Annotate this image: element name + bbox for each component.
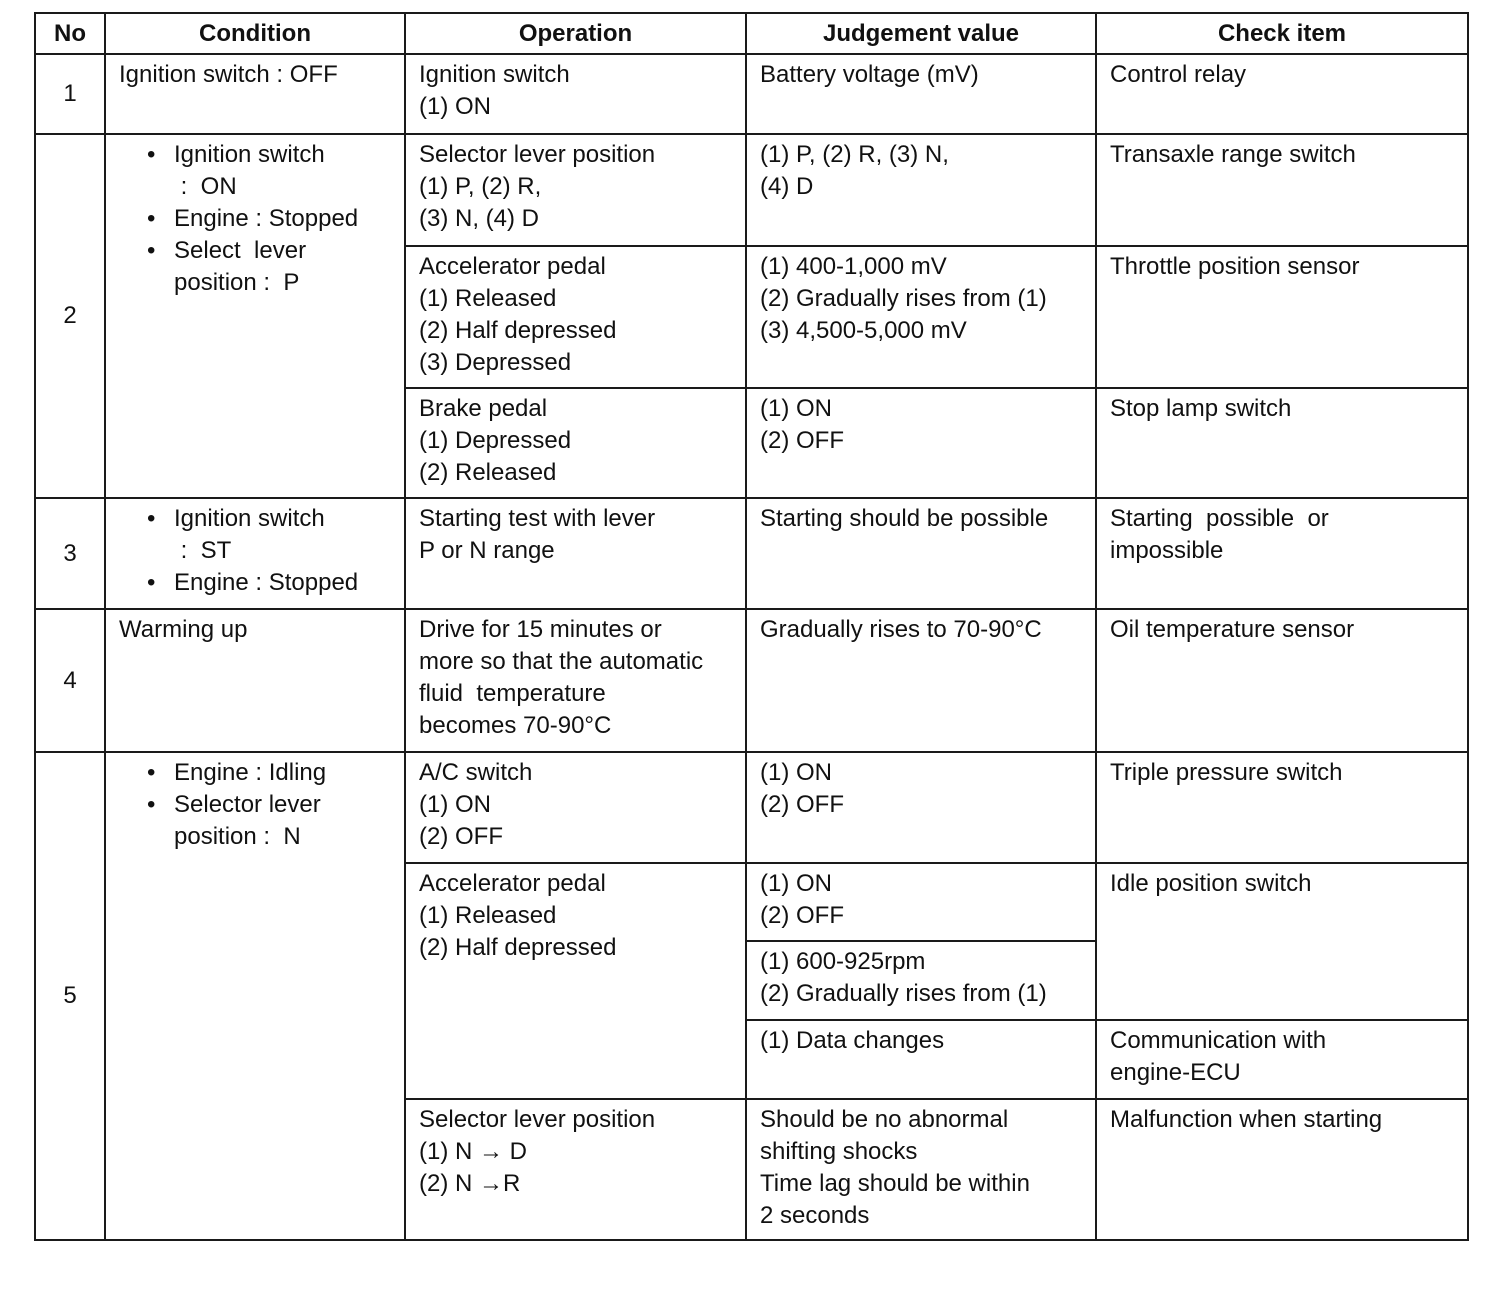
table-row	[35, 134, 1468, 246]
cell-line: (1) P, (2) R, (3) N,	[760, 141, 949, 168]
cell-line: A/C switch	[419, 759, 533, 786]
cell-line: (1) Data changes	[760, 1027, 945, 1054]
operation-cell	[405, 1099, 746, 1240]
condition-text: Warming up	[119, 616, 248, 643]
inspection-table	[34, 12, 1469, 1241]
cell-line: impossible	[1110, 537, 1224, 564]
cell-line: (2) Gradually rises from (1)	[760, 285, 1047, 312]
cell-line: 2 seconds	[760, 1202, 870, 1229]
cell-line: (2) OFF	[760, 902, 844, 929]
cell-line: (1) ON	[419, 791, 491, 818]
cell-line: Idle position switch	[1110, 870, 1312, 897]
condition-cell	[105, 752, 405, 1240]
check-item-cell	[1096, 388, 1468, 498]
cell-line: Drive for 15 minutes or	[419, 616, 662, 643]
table-row	[35, 752, 1468, 863]
header-condition: Condition	[105, 13, 405, 54]
cell-line: (2) OFF	[760, 427, 844, 454]
check-item-cell	[1096, 863, 1468, 1020]
header-row	[35, 13, 1468, 54]
operation-cell	[405, 752, 746, 863]
condition-list	[119, 503, 396, 599]
cell-line: Should be no abnormal	[760, 1106, 1009, 1133]
judgement-cell	[746, 1099, 1096, 1240]
cell-line: (1) N → D	[419, 1138, 527, 1165]
cell-line: Battery voltage (mV)	[760, 61, 979, 88]
operation-cell	[405, 134, 746, 246]
operation-cell	[405, 388, 746, 498]
cell-line: Ignition switch	[419, 61, 570, 88]
cell-line: Throttle position sensor	[1110, 253, 1360, 280]
judgement-cell	[746, 134, 1096, 246]
table-row	[35, 498, 1468, 609]
operation-cell	[405, 246, 746, 388]
cell-line: engine-ECU	[1110, 1059, 1241, 1086]
cell-line: P or N range	[419, 537, 555, 564]
cell-line: (1) ON	[760, 395, 832, 422]
cell-line: (2) Half depressed	[419, 934, 617, 961]
cell-line: (1) Released	[419, 902, 557, 929]
condition-text: Ignition switch : OFF	[119, 61, 338, 88]
check-item-cell	[1096, 498, 1468, 609]
condition-cell	[105, 498, 405, 609]
check-item-cell	[1096, 134, 1468, 246]
cell-line: Triple pressure switch	[1110, 759, 1343, 786]
cell-line: Oil temperature sensor	[1110, 616, 1355, 643]
judgement-cell	[746, 54, 1096, 134]
judgement-cell	[746, 1020, 1096, 1099]
cell-line: Accelerator pedal	[419, 870, 606, 897]
cell-line: (1) Released	[419, 285, 557, 312]
judgement-cell	[746, 498, 1096, 609]
check-item-cell	[1096, 1099, 1468, 1240]
check-item-cell	[1096, 246, 1468, 388]
cell-line: (1) ON	[760, 870, 832, 897]
cell-line: (3) 4,500-5,000 mV	[760, 317, 967, 344]
cell-line: more so that the automatic	[419, 648, 704, 675]
cell-line: (2) Half depressed	[419, 317, 617, 344]
row-number: 1	[35, 54, 105, 134]
cell-line: (2) Gradually rises from (1)	[760, 980, 1047, 1007]
check-item-cell	[1096, 752, 1468, 863]
cell-line: (1) ON	[419, 93, 491, 120]
judgement-cell	[746, 246, 1096, 388]
operation-cell	[405, 498, 746, 609]
row-number: 4	[35, 609, 105, 752]
cell-line: (2) OFF	[419, 823, 503, 850]
table-row	[35, 54, 1468, 134]
cell-line: Gradually rises to 70-90°C	[760, 616, 1042, 643]
condition-bullet: • Ignition switch : ON	[174, 139, 396, 203]
cell-line: (2) Released	[419, 459, 557, 486]
cell-line: (1) Depressed	[419, 427, 572, 454]
condition-bullet: • Engine : Idling	[174, 757, 396, 789]
cell-line: (3) Depressed	[419, 349, 572, 376]
cell-line: Starting should be possible	[760, 505, 1049, 532]
cell-line: (2) OFF	[760, 791, 844, 818]
condition-cell	[105, 54, 405, 134]
row-number: 2	[35, 134, 105, 498]
header-check-item: Check item	[1096, 13, 1468, 54]
condition-bullet: • Select lever position : P	[174, 235, 396, 299]
condition-bullet: • Ignition switch : ST	[174, 503, 396, 567]
cell-line: Starting test with lever	[419, 505, 656, 532]
cell-line: Starting possible or	[1110, 505, 1329, 532]
cell-line: (1) 600-925rpm	[760, 948, 926, 975]
header-judgement-value: Judgement value	[746, 13, 1096, 54]
cell-line: Time lag should be within	[760, 1170, 1030, 1197]
condition-list	[119, 139, 396, 299]
condition-cell	[105, 134, 405, 498]
cell-line: shifting shocks	[760, 1138, 918, 1165]
row-number: 3	[35, 498, 105, 609]
cell-line: Communication with	[1110, 1027, 1327, 1054]
operation-cell	[405, 54, 746, 134]
cell-line: fluid temperature	[419, 680, 606, 707]
row-number: 5	[35, 752, 105, 1240]
cell-line: (1) ON	[760, 759, 832, 786]
cell-line: becomes 70-90°C	[419, 712, 612, 739]
check-item-cell	[1096, 1020, 1468, 1099]
judgement-cell	[746, 863, 1096, 941]
condition-list	[119, 757, 396, 853]
cell-line: (3) N, (4) D	[419, 205, 539, 232]
cell-line: Selector lever position	[419, 141, 656, 168]
condition-bullet: • Selector lever position : N	[174, 789, 396, 853]
condition-bullet: • Engine : Stopped	[174, 567, 396, 599]
check-item-cell	[1096, 54, 1468, 134]
cell-line: Stop lamp switch	[1110, 395, 1292, 422]
cell-line: Malfunction when starting	[1110, 1106, 1383, 1133]
cell-line: Transaxle range switch	[1110, 141, 1356, 168]
header-operation: Operation	[405, 13, 746, 54]
judgement-cell	[746, 752, 1096, 863]
cell-line: (1) 400-1,000 mV	[760, 253, 947, 280]
cell-line: Control relay	[1110, 61, 1247, 88]
cell-line: (1) P, (2) R,	[419, 173, 542, 200]
table-row	[35, 609, 1468, 752]
condition-cell	[105, 609, 405, 752]
judgement-cell	[746, 941, 1096, 1020]
cell-line: (2) N →R	[419, 1170, 521, 1197]
header-no: No	[35, 13, 105, 54]
judgement-cell	[746, 388, 1096, 498]
operation-cell	[405, 609, 746, 752]
condition-bullet: • Engine : Stopped	[174, 203, 396, 235]
operation-cell	[405, 863, 746, 1099]
cell-line: Selector lever position	[419, 1106, 656, 1133]
check-item-cell	[1096, 609, 1468, 752]
cell-line: (4) D	[760, 173, 814, 200]
cell-line: Brake pedal	[419, 395, 548, 422]
judgement-cell	[746, 609, 1096, 752]
cell-line: Accelerator pedal	[419, 253, 606, 280]
